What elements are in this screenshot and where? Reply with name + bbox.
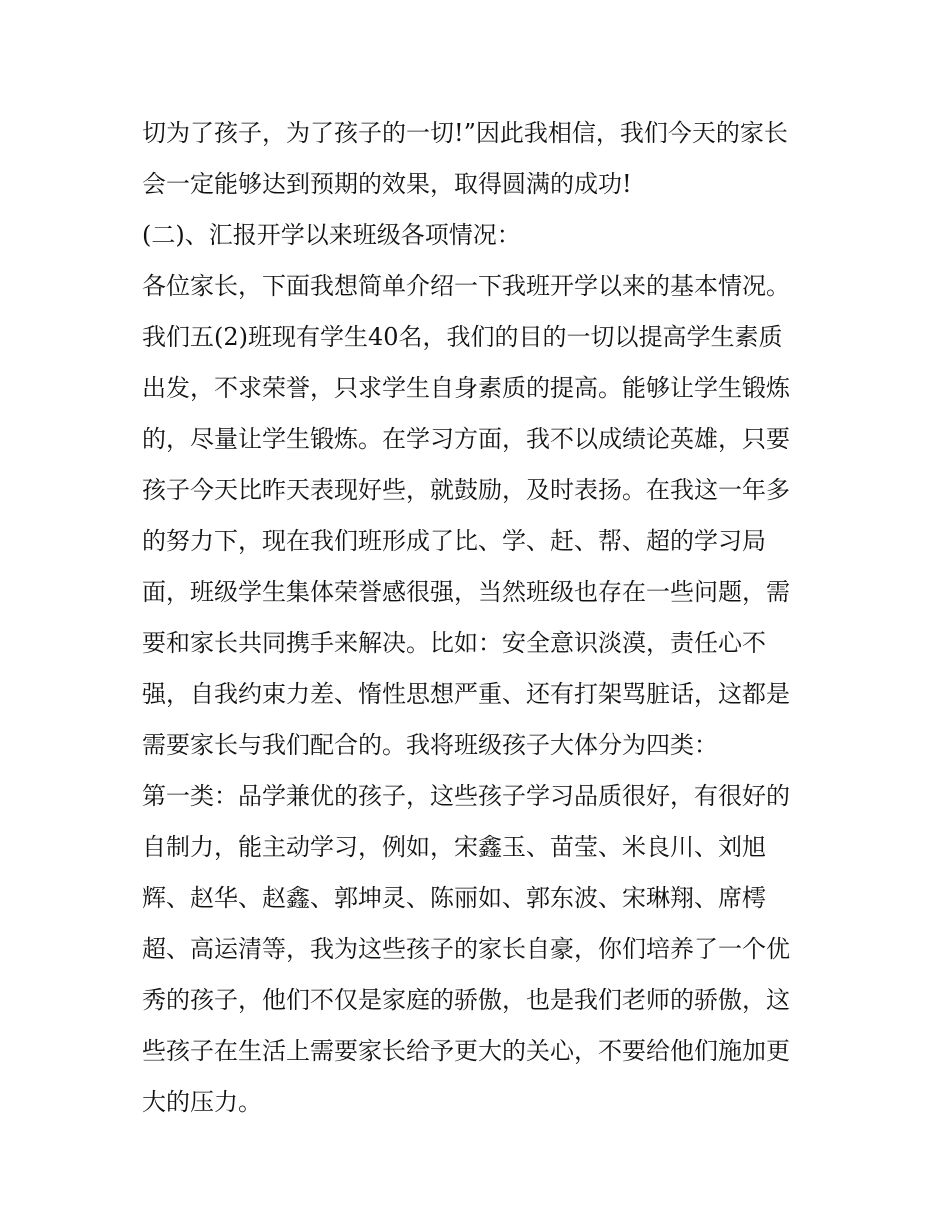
text-line: 我们五(2)班现有学生40名，我们的目的一切以提高学生素质 [142,323,783,351]
text-line: 会一定能够达到预期的效果，取得圆满的成功! [142,170,632,198]
text-line: 面，班级学生集体荣誉感很强，当然班级也存在一些问题，需 [142,578,790,606]
text-line: 的，尽量让学生锻炼。在学习方面，我不以成绩论英雄，只要 [142,425,790,453]
text-line: 超、高运清等，我为这些孩子的家长自豪，你们培养了一个优 [142,935,790,963]
section-heading: (二)、汇报开学以来班级各项情况： [142,221,521,249]
text-line: 需要家长与我们配合的。我将班级孩子大体分为四类： [142,731,718,759]
text-line: 的努力下，现在我们班形成了比、学、赶、帮、超的学习局 [142,527,766,555]
text-line: 孩子今天比昨天表现好些，就鼓励，及时表扬。在我这一年多 [142,476,790,504]
text-line: 自制力，能主动学习，例如，宋鑫玉、苗莹、米良川、刘旭 [142,833,766,861]
text-line: 秀的孩子，他们不仅是家庭的骄傲，也是我们老师的骄傲，这 [142,986,790,1014]
text-line: 第一类：品学兼优的孩子，这些孩子学习品质很好，有很好的 [142,782,790,810]
text-line: 切为了孩子，为了孩子的一切!”因此我相信，我们今天的家长 [142,119,788,147]
text-line: 大的压力。 [142,1088,262,1116]
text-line: 强，自我约束力差、惰性思想严重、还有打架骂脏话，这都是 [142,680,790,708]
text-line: 各位家长，下面我想简单介绍一下我班开学以来的基本情况。 [142,272,790,300]
text-line: 辉、赵华、赵鑫、郭坤灵、陈丽如、郭东波、宋琳翔、席樗 [142,884,766,912]
text-line: 些孩子在生活上需要家长给予更大的关心，不要给他们施加更 [142,1037,790,1065]
text-line: 要和家长共同携手来解决。比如：安全意识淡漠，责任心不 [142,629,766,657]
body-text [142,108,818,1128]
text-line: 出发，不求荣誉，只求学生自身素质的提高。能够让学生锻炼 [142,374,790,402]
